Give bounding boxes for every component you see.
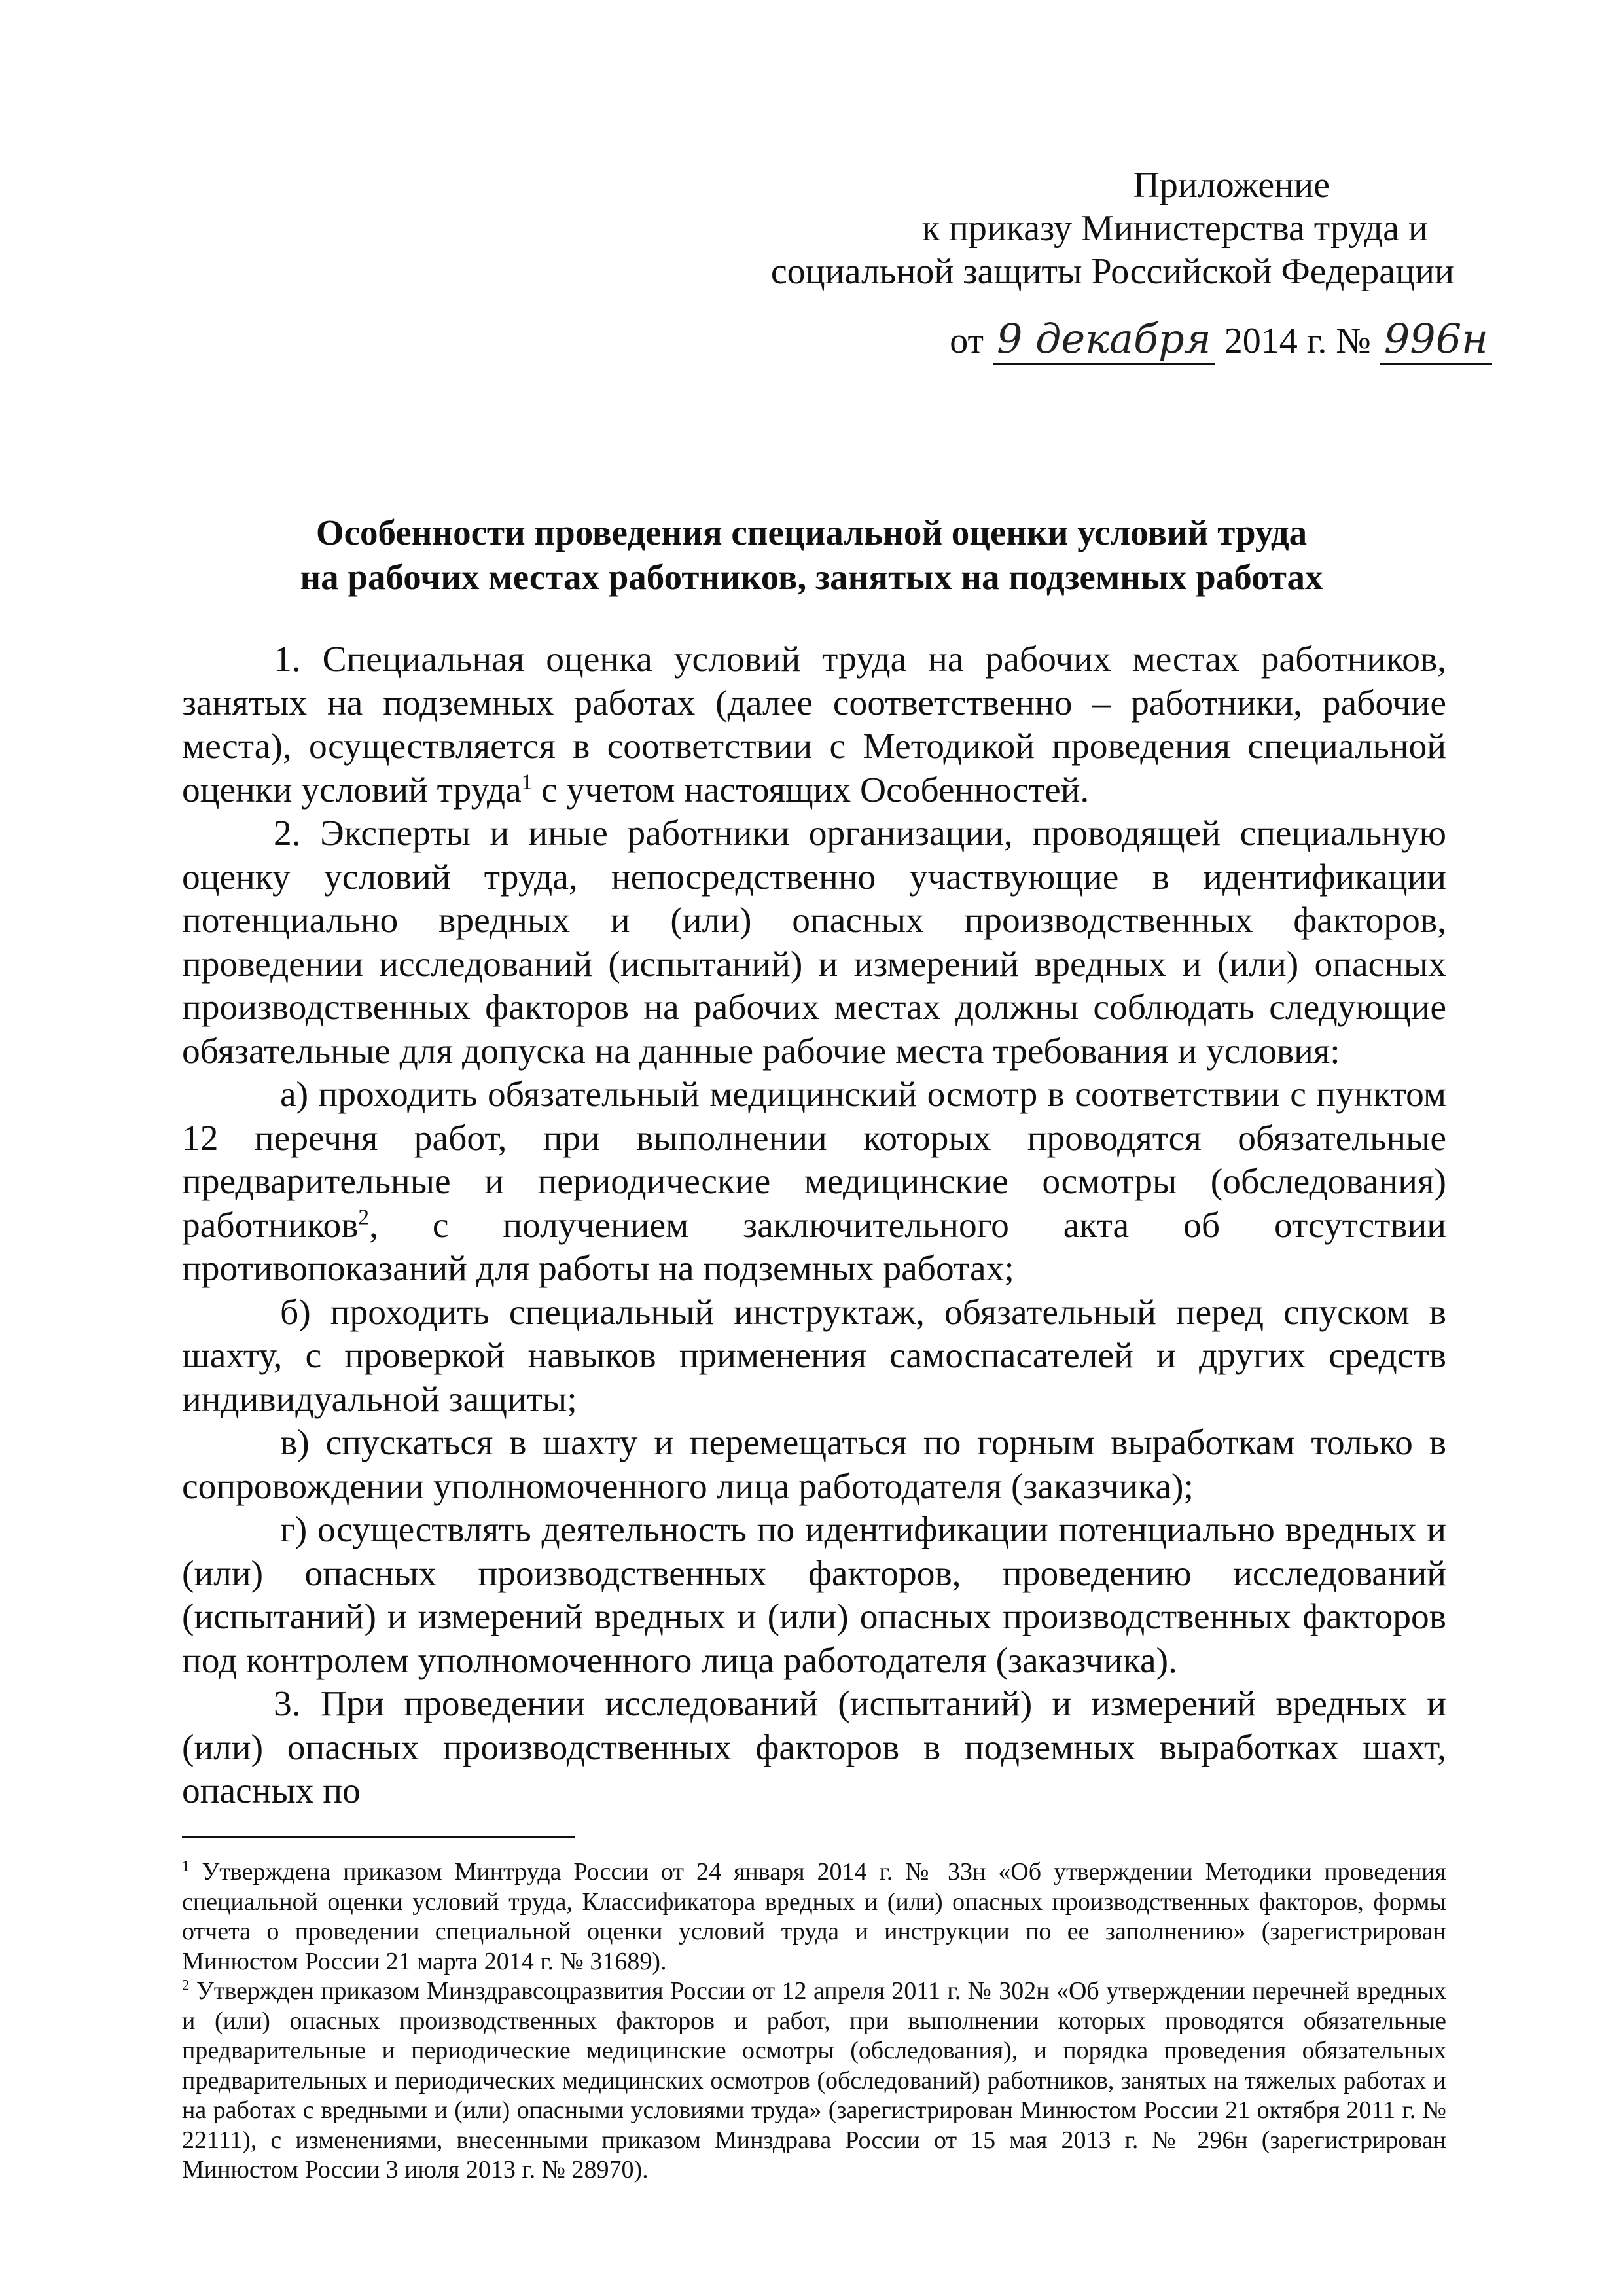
footnote-1: $^1$ Утверждена приказом Минтруда России от 24 января 2014 г. № 33н «Об утверждении Методики проведения специальной оценки условий труда, Классификатора вредных и (или) опасных производственных факторов, формы отчета о проведении специальной оценки условий труда и инструкции по ее заполнению» (зарегистрирован Минюстом России 21 марта 2014 г. № 31689). [182,1857,1446,1975]
footnote-ref-2: 2 [358,1205,370,1229]
order-year: 2014 г. № [1224,321,1371,361]
item-g: г) осуществлять деятельность по идентификации потенциально вредных и (или) опасных производственных факторов, проведению исследований (испытаний) и измерений вредных и (или) опасных производственных факторов под контролем уполномоченного лица работодателя (заказчика). [182,1510,1446,1681]
order-reference-line2: социальной защиты Российской Федерации [770,251,1454,292]
order-date-line [950,317,1492,363]
footnote-ref-1: 1 [521,770,533,794]
item-v: в) спускаться в шахту и перемещаться по горным выработкам только в сопровождении уполномоченного лица работодателя (заказчика); [182,1423,1446,1507]
appendix-header [715,164,1454,293]
handwritten-number: 996н [1380,315,1492,365]
title-line-2: на рабочих местах работников, занятых на подземных работах [300,557,1323,597]
paragraph-1: 1. Специальная оценка условий труда на рабочих местах работников, занятых на подземных работах (далее соответственно – работники, рабочие места), осуществляется в соответствии с Методикой проведения специальной оценки условий труда$^1$ с учетом настоящих Особенностей. [182,639,1446,810]
order-reference-line1: к приказу Министерства труда и [921,208,1428,249]
document-title [177,511,1446,600]
footnotes [182,1857,1446,2185]
item-a: а) проходить обязательный медицинский осмотр в соответствии с пунктом 12 перечня работ, при выполнении которых проводятся обязательные предварительные и периодические медицинские осмотры (обследования) работников$^2$, с получением заключительного акта об отсутствии противопоказаний для работы на подземных работах; [182,1075,1446,1289]
paragraph-2: 2. Эксперты и иные работники организации, проводящей специальную оценку условий труда, непосредственно участвующие в идентификации потенциально вредных и (или) опасных производственных факторов, проведении исследований (испытаний) и измерений вредных и (или) опасных производственных факторов на рабочих местах должны соблюдать следующие обязательные для допуска на данные рабочие места требования и условия: [182,814,1446,1071]
handwritten-date: 9 декабря [993,315,1215,365]
footnote-separator [182,1836,575,1838]
item-b: б) проходить специальный инструктаж, обязательный перед спуском в шахту, с проверкой навыков применения самоспасателей и других средств индивидуальной защиты; [182,1292,1446,1420]
paragraph-3: 3. При проведении исследований (испытаний) и измерений вредных и (или) опасных производственных факторов в подземных выработках шахт, опасных по [182,1684,1446,1811]
appendix-label: Приложение [1133,165,1330,206]
footnote-2: $^2$ Утвержден приказом Минздравсоцразвития России от 12 апреля 2011 г. № 302н «Об утверждении перечней вредных и (или) опасных производственных факторов и работ, при выполнении которых проводятся обязательные предварительные и периодические медицинские осмотры (обследования), и порядка проведения обязательных предварительных и периодических медицинских осмотров (обследований) работников, занятых на тяжелых работах и на работах с вредными и (или) опасными условиями труда» (зарегистрирован Минюстом России 21 октября 2011 г. № 22111), с изменениями, внесенными приказом Минздрава России от 15 мая 2013 г. № 296н (зарегистрирован Минюстом России 3 июля 2013 г. № 28970). [182,1977,1446,2183]
title-line-1: Особенности проведения специальной оценки условий труда [315,512,1308,552]
date-prefix: от [950,321,984,361]
document-body [182,638,1446,1814]
